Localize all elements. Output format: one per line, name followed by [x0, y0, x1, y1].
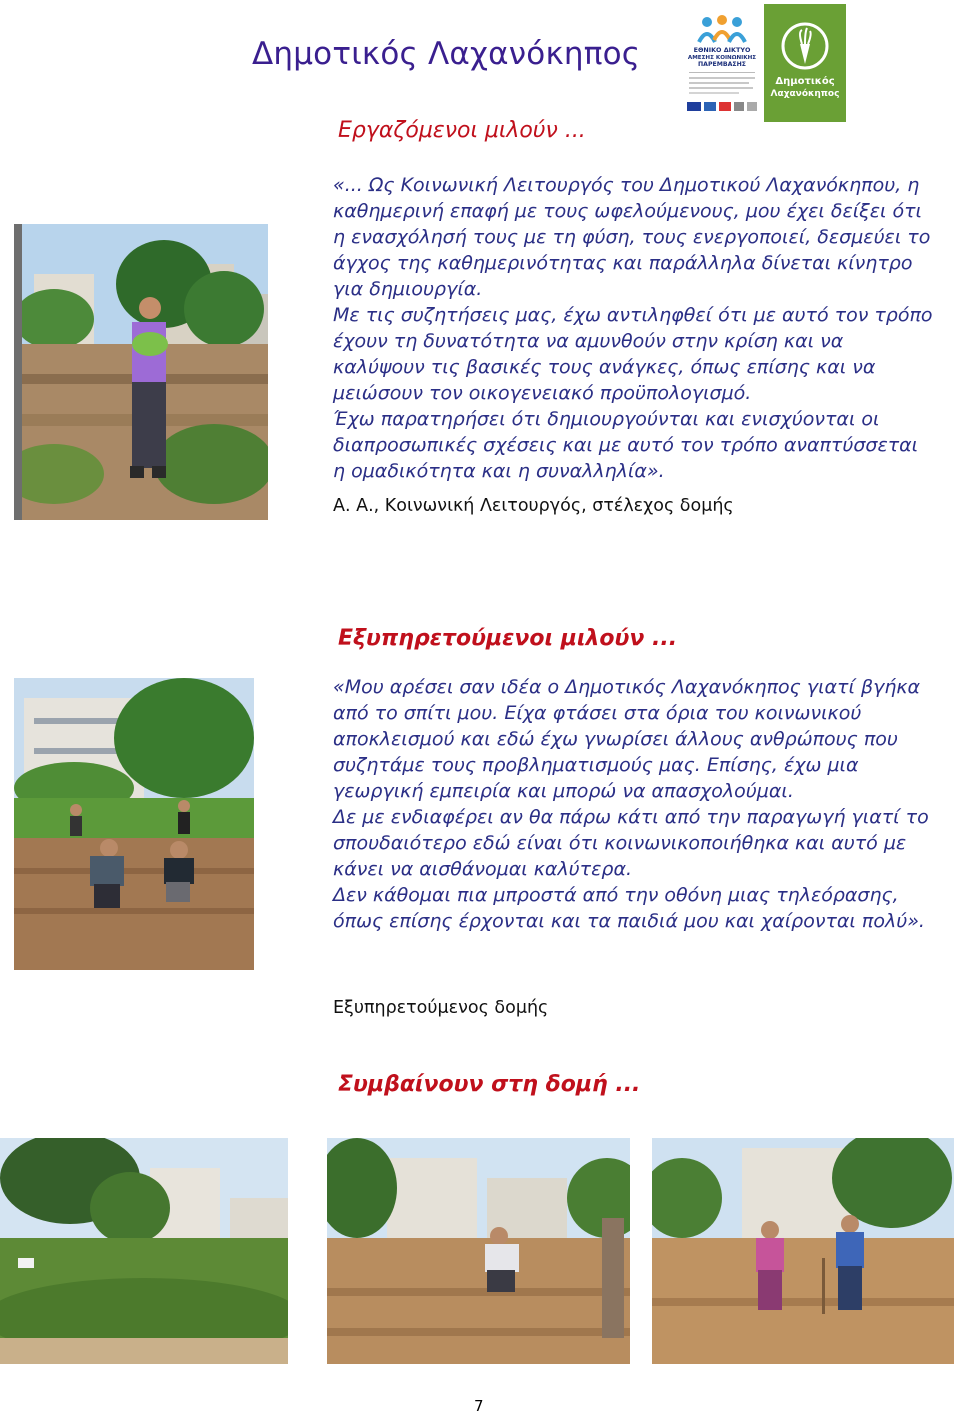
workers-quote	[333, 172, 933, 484]
photo-garden-workers	[14, 678, 254, 970]
workers-quote-paragraph: «... Ως Κοινωνική Λειτουργός του Δημοτικού Λαχανόκηπου, η καθημερινή επαφή με τους ωφελούμενους, μου έχει δείξει ότι η ενασχόλησή τους με τη φύση, τους ενεργοποιεί, δεσμεύει το άγχος της καθημερινότητας και παράλληλα δίνεται κίνητρο για δημιουργία.	[333, 174, 931, 300]
network-logo	[683, 8, 761, 116]
svg-text:Δημοτικός: Δημοτικός	[775, 76, 835, 87]
workers-attribution: Α. Α., Κοινωνική Λειτουργός, στέλεχος δομής	[333, 496, 734, 516]
beneficiaries-quote-paragraph: Δεν κάθομαι πια μπροστά από την οθόνη μιας τηλεόρασης, όπως επίσης έρχονται και τα παιδιά μου και χαίρονται πολύ».	[333, 884, 925, 932]
person-figure	[178, 800, 190, 834]
people-icon	[699, 15, 745, 42]
beneficiaries-heading: Εξυπηρετούμενοι μιλούν ...	[338, 626, 678, 651]
beneficiaries-quote-paragraph: «Μου αρέσει σαν ιδέα ο Δημοτικός Λαχανόκηπος γιατί βγήκα από το σπίτι μου. Είχα φτάσει στα όρια του κοινωνικού αποκλεισμού και εδώ έχω γνωρίσει άλλους ανθρώπους που συζητάμε τους προβληματισμούς μας. Επίσης, έχω μια γεωργική εμπειρία και μπορώ να απασχολούμαι.	[333, 676, 921, 802]
page-title: Δημοτικός Λαχανόκηπος	[252, 36, 641, 72]
photo-planting	[327, 1138, 630, 1364]
workers-quote-paragraph: Με τις συζητήσεις μας, έχω αντιληφθεί ότι με αυτό τον τρόπο έχουν τη δυνατότητα να αμυνθούν στην κρίση και να καλύψουν τις βασικές τους ανάγκες, όπως επίσης και να μειώσουν τον οικογενειακό προϋπολογισμό.	[333, 304, 933, 404]
beneficiaries-attribution: Εξυπηρετούμενος δομής	[333, 998, 549, 1018]
svg-text:Λαχανόκηπος: Λαχανόκηπος	[770, 89, 840, 99]
svg-text:ΑΜΕΣΗΣ ΚΟΙΝΩΝΙΚΗΣ: ΑΜΕΣΗΣ ΚΟΙΝΩΝΙΚΗΣ	[687, 55, 757, 61]
garden-logo	[764, 4, 846, 122]
photo-garden-field	[0, 1138, 288, 1364]
photo-social-worker	[14, 224, 268, 520]
events-heading: Συμβαίνουν στη δομή ...	[338, 1072, 641, 1097]
workers-quote-paragraph: Έχω παρατηρήσει ότι δημιουργούνται και ενισχύονται οι διαπροσωπικές σχέσεις και με αυτό τον τρόπο αναπτύσσεται η ομαδικότητα και η συναλληλία».	[333, 408, 919, 482]
photo-digging	[652, 1138, 954, 1364]
page-number: 7	[474, 1397, 484, 1415]
workers-heading: Εργαζόμενοι μιλούν ...	[338, 118, 586, 143]
beneficiaries-quote-paragraph: Δε με ενδιαφέρει αν θα πάρω κάτι από την παραγωγή γιατί το σπουδαιότερο εδώ είναι ότι κοινωνικοποιήθηκα και αυτό με κάνει να αισθάνομαι καλύτερα.	[333, 806, 929, 880]
person-figure	[130, 297, 168, 478]
carrot-icon	[800, 28, 811, 64]
svg-text:ΕΘΝΙΚΟ ΔΙΚΤΥΟ: ΕΘΝΙΚΟ ΔΙΚΤΥΟ	[693, 46, 751, 54]
beneficiaries-quote	[333, 674, 933, 934]
person-figure	[70, 804, 82, 836]
svg-text:ΠΑΡΕΜΒΑΣΗΣ: ΠΑΡΕΜΒΑΣΗΣ	[697, 61, 747, 68]
